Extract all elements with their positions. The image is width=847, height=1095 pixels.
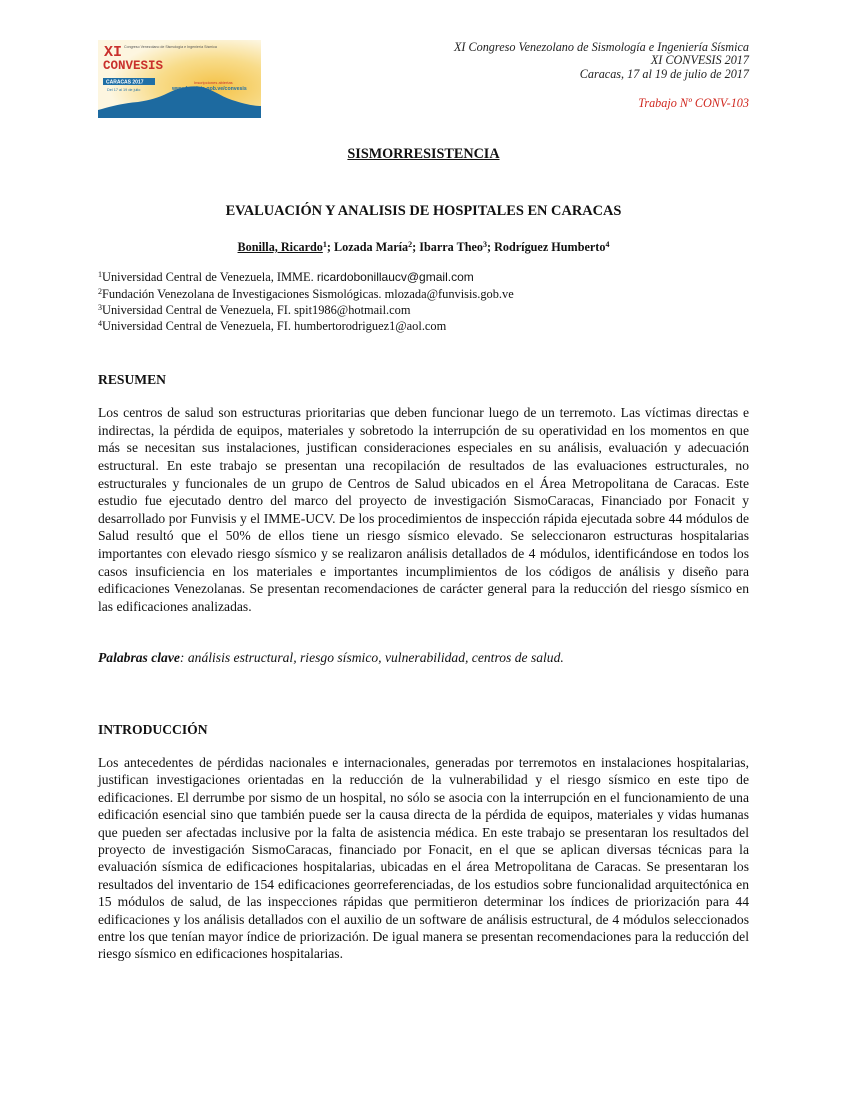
section-title: SISMORRESISTENCIA: [347, 146, 500, 162]
affiliation: [98, 288, 514, 301]
author-name: Bonilla, Ricardo: [237, 240, 323, 254]
author-sup: 2: [408, 240, 413, 249]
author-sup: 1: [322, 240, 327, 249]
logo-name: CONVESIS: [103, 59, 164, 73]
affiliation-text: Fundación Venezolana de Investigaciones Sismológicas.: [102, 287, 385, 301]
header-edition: XI CONVESIS 2017: [650, 53, 749, 67]
introduccion-heading: INTRODUCCIÓN: [98, 722, 208, 737]
author: [334, 240, 419, 254]
logo-tagline: Congreso Venezolano de Sismología e Ingeniería Sísmica: [124, 45, 217, 49]
keywords: [98, 650, 564, 666]
resumen-heading: RESUMEN: [98, 372, 166, 387]
author-name: Lozada María: [333, 240, 409, 254]
paper-number: Trabajo Nº CONV-103: [638, 96, 749, 110]
affiliation: [98, 320, 446, 333]
affiliation-text: Universidad Central de Venezuela, FI.: [102, 303, 295, 317]
logo-place: CARACAS 2017: [106, 79, 144, 86]
conference-logo: [98, 40, 261, 118]
author-separator: ;: [486, 240, 495, 254]
author-separator: ;: [412, 240, 420, 254]
keywords-label: Palabras clave: [98, 650, 180, 665]
affiliation-sup: 1: [98, 270, 102, 279]
author: [419, 240, 494, 254]
author-sup: 3: [482, 240, 487, 249]
author-sup: 4: [605, 240, 610, 249]
author: [494, 240, 609, 254]
header-dates: Caracas, 17 al 19 de julio de 2017: [579, 67, 749, 81]
affiliation-sup: 3: [98, 303, 102, 312]
resumen-paragraph: Los centros de salud son estructuras prioritarias que deben funcionar luego de un terremoto. Las víctimas directas e indirectas, la pérdida de equipos, materiales y sobretodo la interrupción de su operatividad en los momentos en que más se necesitan sus instalaciones, justifican consideraciones especiales en su análisis, evaluación y adecuación estructural. En este trabajo se presentan una recopilación de resultados de las evaluaciones estructurales, no estructurales y funcionales de un grupo de Centros de Salud ubicados en el Área Metropolitana de Caracas. Este estudio fue ejecutado dentro del marco del proyecto de investigación SismoCaracas, Financiado por Fonacit y desarrollado por Funvisis y el IMME-UCV. De los procedimientos de inspección rápida ejecutada sobre 44 módulos de Salud resultó que el 50% de ellos tiene un riesgo sísmico elevado. Se seleccionaron estructuras hospitalarias importantes con elevado riesgo sísmico y se realizaron análisis detallados de 4 módulos, identificándose en todos los casos insuficiencia en los materiales e importantes incumplimientos de los códigos de análisis y diseño para edificaciones Venezolanas. Se presentan recomendaciones de carácter general para la reducción del riesgo sísmico en las edificaciones analizadas.: [98, 405, 749, 614]
logo-roman: XI: [104, 44, 123, 61]
affiliation-text: Universidad Central de Venezuela, IMME.: [102, 270, 317, 284]
author-list: [98, 240, 749, 255]
affiliation-email[interactable]: ricardobonillaucv@gmail.com: [316, 270, 474, 284]
affiliation-email[interactable]: humbertorodriguez1@aol.com: [294, 319, 447, 333]
paper-title: EVALUACIÓN Y ANALISIS DE HOSPITALES EN CARACAS: [225, 203, 622, 219]
logo-dates: Del 17 al 19 de julio: [107, 88, 141, 92]
affiliation-email[interactable]: mlozada@funvisis.gob.ve: [384, 287, 514, 301]
introduccion-paragraph: Los antecedentes de pérdidas nacionales e internacionales, generadas por terremotos en instalaciones hospitalarias, justifican investigaciones orientadas en la reducción de la vulnerabilidad y el riesgo sísmico en este tipo de edificaciones. El derrumbe por sismo de un hospital, no sólo se asocia con la interrupción en el funcionamiento de una edificación esencial sino que también puede ser la causa directa de la pérdida de equipos, materiales y vidas humanas que pueden ser afectadas inclusive por la falta de asistencia médica. En este trabajo se presentaran los resultados del proyecto de investigación SismoCaracas, financiado por Fonacit, en el que se aplican diversas técnicas para la evaluación sísmica de edificaciones hospitalarias, ubicadas en el área Metropolitana de Caracas. Se presentaran los resultados del inventario de 154 edificaciones georreferenciadas, de los estudios sobre funcionalidad arquitectónica en 15 módulos de salud, de las inspecciones rápidas que permitieron determinar los índices de priorización para 44 edificaciones y los análisis detallados con el auxilio de un software de análisis estructural, de 4 módulos seleccionados entre los que tenían mayor índice de priorización. De igual manera se presentan recomendaciones para la reducción del riesgo sísmico en edificaciones hospitalarias.: [98, 755, 749, 962]
keywords-text: : análisis estructural, riesgo sísmico, vulnerabilidad, centros de salud.: [179, 650, 564, 665]
author-separator: ;: [326, 240, 334, 254]
affiliation: [98, 271, 474, 284]
logo-url: www.funvisis.gob.ve/convesis: [172, 86, 247, 92]
logo-signup: Inscripciones abiertas: [194, 80, 233, 85]
author-name: Ibarra Theo: [419, 240, 483, 254]
author-name: Rodríguez Humberto: [494, 240, 606, 254]
affiliation-sup: 4: [98, 319, 102, 328]
affiliation: [98, 304, 411, 317]
author: [238, 240, 334, 254]
header-congress: XI Congreso Venezolano de Sismología e Ingeniería Sísmica: [453, 40, 749, 54]
affiliation-sup: 2: [98, 287, 102, 296]
affiliation-text: Universidad Central de Venezuela, FI.: [102, 319, 295, 333]
affiliation-email[interactable]: spit1986@hotmail.com: [294, 303, 411, 317]
